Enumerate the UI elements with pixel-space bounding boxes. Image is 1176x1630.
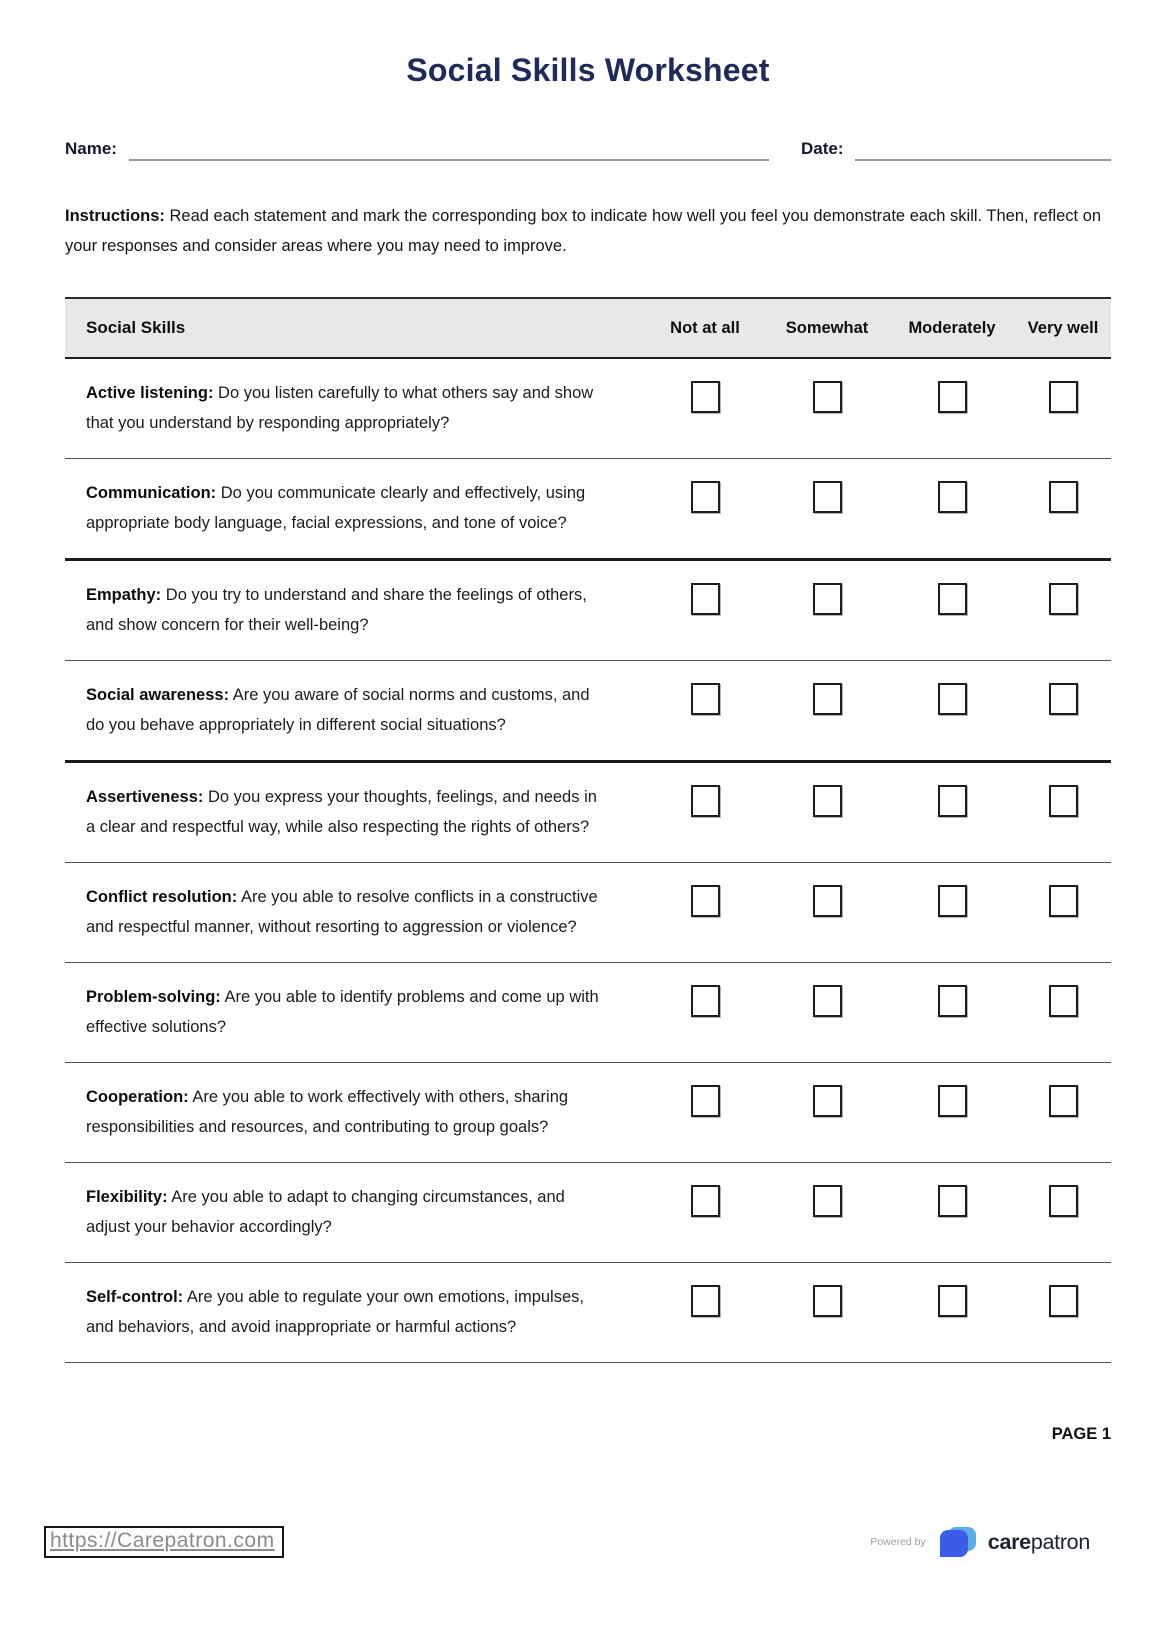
skills-table <box>65 297 1111 1363</box>
checkbox-cell <box>645 580 765 615</box>
rating-checkbox-somewhat[interactable] <box>813 583 842 615</box>
checkbox-cell <box>765 1182 889 1217</box>
checkbox-cell <box>645 782 765 817</box>
rating-checkbox-not-at-all[interactable] <box>691 1185 720 1217</box>
rating-checkbox-somewhat[interactable] <box>813 985 842 1017</box>
table-row <box>65 459 1111 561</box>
checkbox-cell <box>1015 680 1111 715</box>
table-row <box>65 963 1111 1063</box>
rating-checkbox-not-at-all[interactable] <box>691 1085 720 1117</box>
checkbox-cell <box>765 882 889 917</box>
checkbox-cell <box>645 378 765 413</box>
footer <box>44 1524 1090 1560</box>
table-row <box>65 1163 1111 1263</box>
table-row <box>65 561 1111 661</box>
rating-checkbox-moderately[interactable] <box>938 381 967 413</box>
rating-checkbox-not-at-all[interactable] <box>691 481 720 513</box>
column-header-not-at-all: Not at all <box>670 318 740 337</box>
checkbox-cell <box>645 1182 765 1217</box>
rating-checkbox-somewhat[interactable] <box>813 1285 842 1317</box>
checkbox-cell <box>1015 1082 1111 1117</box>
instructions-paragraph <box>65 201 1111 261</box>
rating-checkbox-moderately[interactable] <box>938 785 967 817</box>
rating-checkbox-not-at-all[interactable] <box>691 785 720 817</box>
rating-checkbox-somewhat[interactable] <box>813 885 842 917</box>
skill-description: Flexibility: Are you able to adapt to changing circumstances, and adjust your behavior accordingly? <box>86 1188 565 1236</box>
skill-description: Social awareness: Are you aware of social norms and customs, and do you behave appropriately in different social situations? <box>86 686 590 734</box>
checkbox-cell <box>889 1082 1015 1117</box>
worksheet-page <box>65 0 1111 1444</box>
skill-description: Assertiveness: Do you express your thoughts, feelings, and needs in a clear and respectful way, while also respecting the rights of others? <box>86 788 597 836</box>
table-row <box>65 1063 1111 1163</box>
carepatron-logo-icon <box>937 1524 979 1560</box>
table-body <box>65 359 1111 1363</box>
checkbox-cell <box>765 378 889 413</box>
checkbox-cell <box>1015 782 1111 817</box>
skill-description: Active listening: Do you listen carefully to what others say and show that you understand by responding appropriately? <box>86 384 594 432</box>
rating-checkbox-very-well[interactable] <box>1049 583 1078 615</box>
checkbox-cell <box>889 680 1015 715</box>
checkbox-cell <box>1015 1182 1111 1217</box>
checkbox-cell <box>765 1082 889 1117</box>
rating-checkbox-somewhat[interactable] <box>813 481 842 513</box>
powered-by-label: Powered by <box>870 1536 926 1548</box>
column-header-somewhat: Somewhat <box>785 318 869 337</box>
checkbox-cell <box>645 982 765 1017</box>
checkbox-cell <box>765 782 889 817</box>
rating-checkbox-somewhat[interactable] <box>813 683 842 715</box>
checkbox-cell <box>1015 378 1111 413</box>
carepatron-brand <box>870 1524 1090 1560</box>
name-input-line[interactable] <box>129 139 769 161</box>
rating-checkbox-moderately[interactable] <box>938 985 967 1017</box>
rating-checkbox-very-well[interactable] <box>1049 985 1078 1017</box>
skill-description: Empathy: Do you try to understand and share the feelings of others, and show concern for their well-being? <box>86 586 587 634</box>
checkbox-cell <box>765 478 889 513</box>
table-header-row <box>65 299 1111 359</box>
skill-description: Problem-solving: Are you able to identify problems and come up with effective solutions? <box>86 988 599 1036</box>
checkbox-cell <box>1015 882 1111 917</box>
checkbox-cell <box>645 882 765 917</box>
rating-checkbox-very-well[interactable] <box>1049 381 1078 413</box>
table-row <box>65 863 1111 963</box>
skill-description: Conflict resolution: Are you able to resolve conflicts in a constructive and respectful manner, without resorting to aggression or violence? <box>86 888 598 936</box>
rating-checkbox-somewhat[interactable] <box>813 1185 842 1217</box>
rating-checkbox-not-at-all[interactable] <box>691 683 720 715</box>
checkbox-cell <box>1015 580 1111 615</box>
instructions-label: Instructions: <box>65 207 165 225</box>
checkbox-cell <box>645 680 765 715</box>
rating-checkbox-not-at-all[interactable] <box>691 381 720 413</box>
checkbox-cell <box>645 1082 765 1117</box>
rating-checkbox-very-well[interactable] <box>1049 885 1078 917</box>
name-date-row <box>65 139 1111 161</box>
checkbox-cell <box>765 680 889 715</box>
rating-checkbox-moderately[interactable] <box>938 683 967 715</box>
carepatron-link[interactable]: https://Carepatron.com <box>44 1526 284 1558</box>
rating-checkbox-moderately[interactable] <box>938 1285 967 1317</box>
instructions-text: Read each statement and mark the corresponding box to indicate how well you feel you demonstrate each skill. Then, reflect on your responses and consider areas where you may need to improve. <box>65 207 1102 255</box>
checkbox-cell <box>765 580 889 615</box>
table-row <box>65 763 1111 863</box>
checkbox-cell <box>889 1182 1015 1217</box>
page-number: PAGE 1 <box>1051 1425 1111 1443</box>
rating-checkbox-very-well[interactable] <box>1049 481 1078 513</box>
rating-checkbox-very-well[interactable] <box>1049 683 1078 715</box>
checkbox-cell <box>889 1282 1015 1317</box>
rating-checkbox-somewhat[interactable] <box>813 785 842 817</box>
checkbox-cell <box>1015 982 1111 1017</box>
column-header-very-well: Very well <box>1027 318 1099 337</box>
column-header-moderately: Moderately <box>908 318 996 337</box>
checkbox-cell <box>889 580 1015 615</box>
rating-checkbox-not-at-all[interactable] <box>691 583 720 615</box>
checkbox-cell <box>765 982 889 1017</box>
rating-checkbox-moderately[interactable] <box>938 1185 967 1217</box>
skill-description: Self-control: Are you able to regulate your own emotions, impulses, and behaviors, and avoid inappropriate or harmful actions? <box>86 1288 584 1336</box>
checkbox-cell <box>645 478 765 513</box>
checkbox-cell <box>889 882 1015 917</box>
table-row <box>65 661 1111 763</box>
rating-checkbox-moderately[interactable] <box>938 1085 967 1117</box>
rating-checkbox-not-at-all[interactable] <box>691 985 720 1017</box>
page-title: Social Skills Worksheet <box>406 52 770 88</box>
date-label: Date: <box>800 139 844 158</box>
date-input-line[interactable] <box>855 139 1111 161</box>
rating-checkbox-moderately[interactable] <box>938 885 967 917</box>
rating-checkbox-moderately[interactable] <box>938 583 967 615</box>
rating-checkbox-not-at-all[interactable] <box>691 885 720 917</box>
checkbox-cell <box>889 478 1015 513</box>
rating-checkbox-very-well[interactable] <box>1049 1285 1078 1317</box>
rating-checkbox-somewhat[interactable] <box>813 1085 842 1117</box>
checkbox-cell <box>889 982 1015 1017</box>
checkbox-cell <box>1015 1282 1111 1317</box>
checkbox-cell <box>889 782 1015 817</box>
rating-checkbox-somewhat[interactable] <box>813 381 842 413</box>
skill-description: Cooperation: Are you able to work effectively with others, sharing responsibilities and resources, and contributing to group goals? <box>86 1088 569 1136</box>
brand-wordmark: carepatron <box>987 1529 1090 1554</box>
column-header-social-skills: Social Skills <box>86 318 186 337</box>
rating-checkbox-moderately[interactable] <box>938 481 967 513</box>
checkbox-cell <box>645 1282 765 1317</box>
checkbox-cell <box>1015 478 1111 513</box>
rating-checkbox-not-at-all[interactable] <box>691 1285 720 1317</box>
skill-description: Communication: Do you communicate clearly and effectively, using appropriate body language, facial expressions, and tone of voice? <box>86 484 586 532</box>
name-label: Name: <box>65 139 117 158</box>
checkbox-cell <box>765 1282 889 1317</box>
rating-checkbox-very-well[interactable] <box>1049 785 1078 817</box>
rating-checkbox-very-well[interactable] <box>1049 1085 1078 1117</box>
table-row <box>65 1263 1111 1363</box>
table-row <box>65 359 1111 459</box>
checkbox-cell <box>889 378 1015 413</box>
rating-checkbox-very-well[interactable] <box>1049 1185 1078 1217</box>
